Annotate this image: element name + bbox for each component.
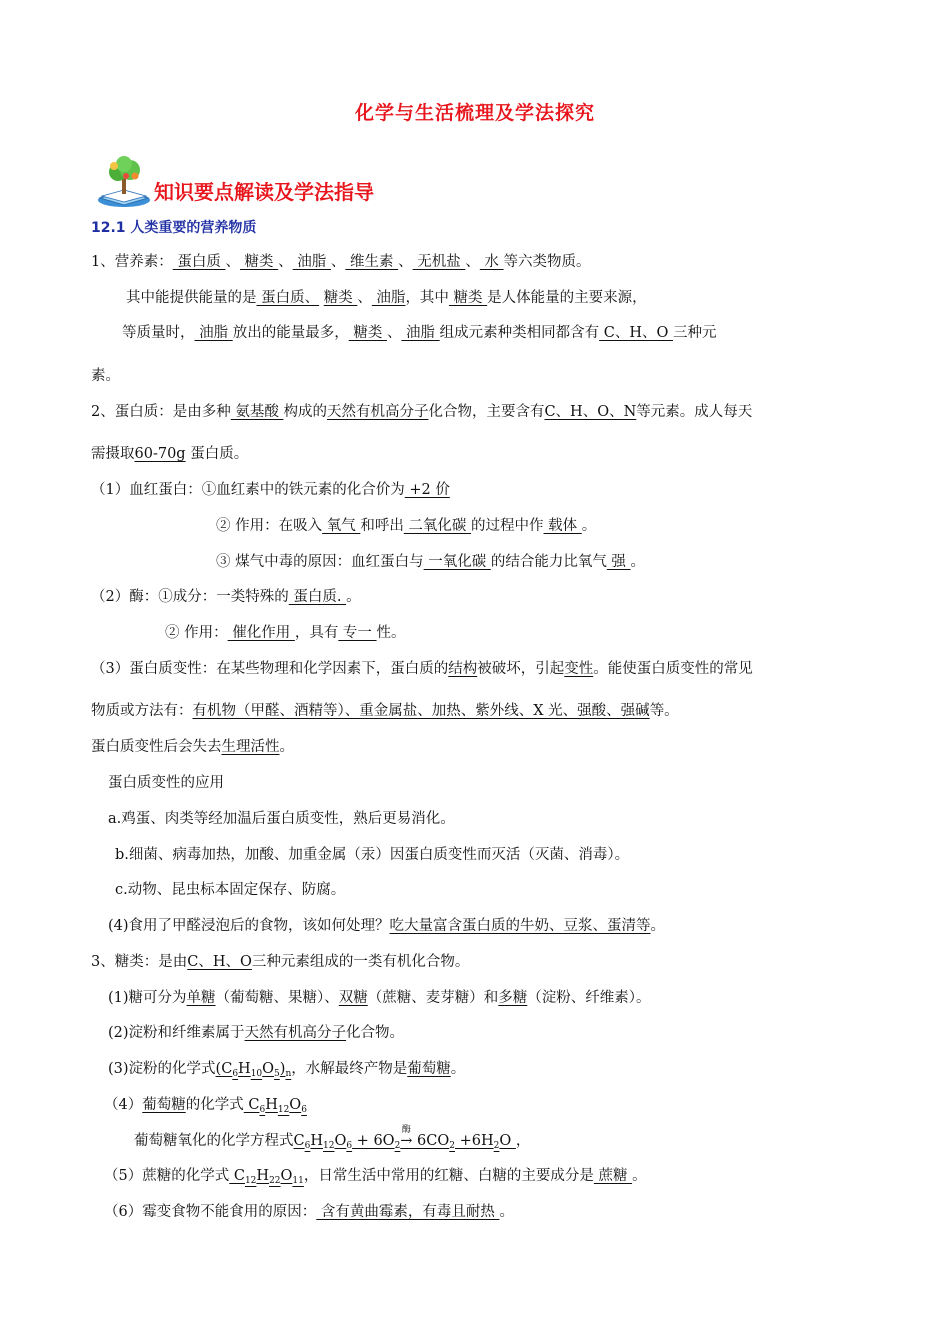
line-text: ② 作用：	[165, 625, 228, 641]
text-line-l18	[115, 880, 345, 900]
line-text: （4）	[104, 1097, 143, 1113]
answer-blank: 二氧化碳	[403, 518, 472, 534]
answer-blank: 6	[346, 1141, 353, 1151]
answer-blank: )	[279, 1061, 286, 1077]
text-line-l20	[91, 952, 469, 972]
answer-blank: +6H	[455, 1133, 494, 1149]
answer-blank: n	[285, 1069, 292, 1079]
line-text: 蛋白质变性后会失去	[91, 739, 222, 755]
answer-blank: 6CO	[412, 1133, 450, 1149]
line-text: b.细菌、病毒加热，加酸、加重金属（汞）因蛋白质变性而灭活（灭菌、消毒）。	[115, 847, 630, 863]
line-text: 是人体能量的主要来源，	[487, 290, 647, 306]
answer-blank: 糖类	[448, 290, 488, 306]
line-text: 、	[357, 290, 372, 306]
answer-blank: 吃大量富含蛋白质的牛奶、豆浆、蛋清等	[389, 918, 651, 934]
line-text: 2、蛋白质：是由多种	[91, 404, 231, 420]
answer-blank: H	[256, 1168, 270, 1184]
line-text: （5）蔗糖的化学式	[104, 1168, 230, 1184]
text-line-l14	[91, 737, 294, 757]
answer-blank: 天然有机高分子	[244, 1025, 347, 1041]
line-text: 其中能提供能量的是	[126, 290, 257, 306]
line-text: 物质或方法有：	[91, 703, 193, 719]
answer-blank: O	[499, 1133, 516, 1149]
answer-blank: (C	[215, 1061, 233, 1077]
answer-blank: 氧气	[322, 518, 361, 534]
text-line-l11	[165, 623, 406, 643]
answer-blank: 6	[301, 1105, 307, 1115]
text-line-l19	[108, 916, 665, 936]
line-text: ，日常生活中常用的红糖、白糖的主要成分是	[303, 1168, 594, 1184]
line-text: 。	[346, 589, 361, 605]
line-text: 的结合能力比氧气	[490, 554, 607, 570]
line-text: 和呼出	[360, 518, 404, 534]
answer-blank: 10	[250, 1069, 263, 1079]
answer-blank: 60-70g	[134, 446, 186, 462]
text-line-l9	[216, 552, 645, 572]
line-text: 的过程中作	[471, 518, 544, 534]
line-text: 、	[330, 254, 346, 270]
answer-blank: 糖类	[323, 290, 358, 306]
line-text: 素。	[91, 368, 120, 384]
answer-blank: 12	[244, 1176, 257, 1186]
answer-blank: 催化作用	[227, 625, 295, 641]
answer-blank: 糖类	[239, 254, 279, 270]
banner-heading: 知识要点解读及学法指导	[154, 180, 374, 204]
answer-blank: 2	[493, 1141, 500, 1151]
line-text: 等元素。成人每天	[636, 404, 753, 420]
line-text: 等六类物质。	[503, 254, 591, 270]
line-text: 等。	[649, 703, 679, 719]
text-line-l16	[108, 809, 455, 829]
answer-blank: 多糖	[498, 990, 528, 1006]
text-line-l15	[108, 773, 224, 793]
answer-blank: 油脂	[401, 325, 440, 341]
answer-blank: O	[262, 1061, 275, 1077]
answer-blank: 蔗糖	[593, 1168, 633, 1184]
line-text: 的化学式	[185, 1097, 244, 1113]
answer-blank: O	[334, 1133, 347, 1149]
line-text: 组成元素种类相同都含有	[439, 325, 600, 341]
line-text: ，其中	[405, 290, 449, 306]
text-line-l24	[104, 1095, 307, 1120]
answer-blank: H	[310, 1133, 323, 1149]
text-line-l6	[91, 444, 248, 464]
line-text: 、	[386, 325, 402, 341]
line-text: (2)淀粉和纤维素属于	[108, 1025, 245, 1041]
answer-blank: 22	[269, 1176, 281, 1186]
line-text: 。	[450, 1061, 466, 1077]
answer-blank: 载体	[543, 518, 582, 534]
answer-blank: 6	[232, 1069, 239, 1079]
answer-blank: 油脂	[292, 254, 331, 270]
line-text: ，具有	[294, 625, 339, 641]
answer-blank: 6	[259, 1105, 266, 1115]
line-text: （6）霉变食物不能食用的原因：	[104, 1204, 317, 1220]
line-text: （葡萄糖、果糖）、	[215, 990, 339, 1006]
line-text: 葡萄糖氧化的化学方程式	[134, 1133, 294, 1149]
line-text: 、	[465, 254, 480, 270]
line-text: (4)食用了甲醛浸泡后的食物，该如何处理？	[108, 918, 390, 934]
line-text	[400, 1125, 413, 1149]
answer-blank: 含有黄曲霉素，有毒且耐热	[316, 1204, 500, 1220]
answer-blank: 水	[479, 254, 504, 270]
answer-blank: 生理活性	[221, 739, 280, 755]
line-text: 、	[278, 254, 293, 270]
answer-blank: 维生素	[345, 254, 399, 270]
text-line-l2	[126, 288, 647, 308]
answer-blank: H	[238, 1061, 251, 1077]
line-text: 。	[632, 1168, 647, 1184]
line-text: 性。	[376, 625, 406, 641]
answer-blank: C	[229, 1168, 245, 1184]
answer-blank: 一氧化碳	[423, 554, 491, 570]
answer-blank: C、H、O	[599, 325, 674, 341]
line-text: 3、糖类：是由	[91, 954, 188, 970]
answer-blank: C、H、O、N	[544, 404, 637, 420]
answer-blank: 变性	[564, 661, 594, 677]
answer-blank: 12	[277, 1105, 290, 1115]
answer-blank: O	[280, 1168, 293, 1184]
line-text: 。	[581, 518, 597, 534]
line-text: 。	[650, 918, 666, 934]
reaction-arrow: →	[400, 1133, 413, 1149]
text-line-l13	[91, 701, 679, 721]
text-line-l22	[108, 1023, 404, 1043]
text-line-l12	[91, 659, 753, 679]
text-line-l27	[104, 1202, 514, 1222]
line-text: （1）血红蛋白：①血红素中的铁元素的化合价为	[91, 482, 405, 498]
answer-blank: 结构	[448, 661, 478, 677]
answer-blank: 蛋白质、	[256, 290, 320, 306]
answer-blank: 5	[274, 1069, 280, 1079]
line-text: （2）酶：①成分：一类特殊的	[91, 589, 289, 605]
line-text: 化合物，主要含有	[428, 404, 545, 420]
line-text: 被破坏，引起	[477, 661, 565, 677]
answer-blank: H	[265, 1097, 278, 1113]
page-title: 化学与生活梳理及学法探究	[354, 102, 595, 124]
line-text: 。	[499, 1204, 514, 1220]
text-line-l4	[91, 366, 120, 386]
answer-blank: 油脂	[194, 325, 233, 341]
line-text: 、	[225, 254, 240, 270]
line-text: 构成的	[283, 404, 327, 420]
line-text: 蛋白质。	[185, 446, 249, 462]
line-text: 放出的能量最多，	[232, 325, 349, 341]
answer-blank: 油脂	[371, 290, 406, 306]
line-text: ② 作用：在吸入	[216, 518, 323, 534]
answer-blank: 糖类	[348, 325, 387, 341]
answer-blank: 双糖	[338, 990, 368, 1006]
text-line-l17	[115, 845, 629, 865]
answer-blank: C	[243, 1097, 260, 1113]
text-line-l7	[91, 480, 450, 500]
answer-blank: C、H、O	[187, 954, 252, 970]
answer-blank: 有机物（甲醛、酒精等）、重金属盐、加热、紫外线、X 光、强酸、强碱	[192, 703, 650, 719]
text-line-l3	[122, 323, 717, 343]
text-line-l26	[104, 1166, 647, 1191]
line-text: c.动物、昆虫标本固定保存、防腐。	[115, 882, 346, 898]
section-heading: 12.1 人类重要的营养物质	[91, 220, 257, 236]
line-text: ，水解最终产物是	[291, 1061, 408, 1077]
text-line-l25	[134, 1125, 531, 1156]
answer-blank: 蛋白质.	[288, 589, 347, 605]
text-line-l23	[108, 1059, 465, 1084]
line-text: 蛋白质变性的应用	[108, 775, 224, 791]
answer-blank: 无机盐	[412, 254, 466, 270]
answer-blank: 2	[394, 1141, 401, 1151]
line-text: (1)糖可分为	[108, 990, 187, 1006]
line-text: （淀粉、纤维素）。	[527, 990, 651, 1006]
text-line-l5	[91, 402, 752, 422]
answer-blank: 蛋白质	[172, 254, 226, 270]
line-text: 化合物。	[346, 1025, 405, 1041]
answer-blank: +2 价	[404, 482, 450, 498]
answer-blank: 氨基酸	[230, 404, 284, 420]
line-text: （蔗糖、麦芽糖）和	[367, 990, 499, 1006]
line-text: （3）蛋白质变性：在某些物理和化学因素下，蛋白质的	[91, 661, 449, 677]
answer-blank: 12	[323, 1141, 335, 1151]
line-text: ③ 煤气中毒的原因：血红蛋白与	[216, 554, 424, 570]
line-text: 。	[279, 739, 294, 755]
answer-blank: 11	[292, 1176, 304, 1186]
line-text: (3)淀粉的化学式	[108, 1061, 216, 1077]
answer-blank: + 6O	[352, 1133, 395, 1149]
line-text: 、	[398, 254, 413, 270]
line-text: ，	[515, 1133, 531, 1149]
text-line-l21	[108, 988, 651, 1008]
answer-blank: 专一	[338, 625, 377, 641]
line-text: a.鸡蛋、肉类等经加温后蛋白质变性，熟后更易消化。	[108, 811, 455, 827]
line-text: 等质量时，	[122, 325, 195, 341]
answer-blank: 6	[304, 1141, 311, 1151]
line-text: 三种元	[673, 325, 717, 341]
answer-blank: 葡萄糖	[407, 1061, 451, 1077]
answer-blank: C	[293, 1133, 305, 1149]
answer-blank: 葡萄糖	[142, 1097, 186, 1113]
answer-blank: O	[289, 1097, 302, 1113]
answer-blank: 单糖	[186, 990, 216, 1006]
line-text: 。	[630, 554, 646, 570]
line-text: 。能使蛋白质变性的常见	[593, 661, 753, 677]
tree-book-icon	[96, 156, 152, 208]
line-text: 三种元素组成的一类有机化合物。	[251, 954, 470, 970]
text-line-l10	[91, 587, 361, 607]
answer-blank: 强	[606, 554, 631, 570]
answer-blank: 天然有机高分子	[326, 404, 429, 420]
enzyme-label: 酶	[401, 1125, 411, 1135]
line-text: 需摄取	[91, 446, 135, 462]
text-line-l8	[216, 516, 596, 536]
answer-blank: 2	[449, 1141, 456, 1151]
text-line-l1	[91, 252, 591, 272]
line-text: 1、营养素：	[91, 254, 173, 270]
